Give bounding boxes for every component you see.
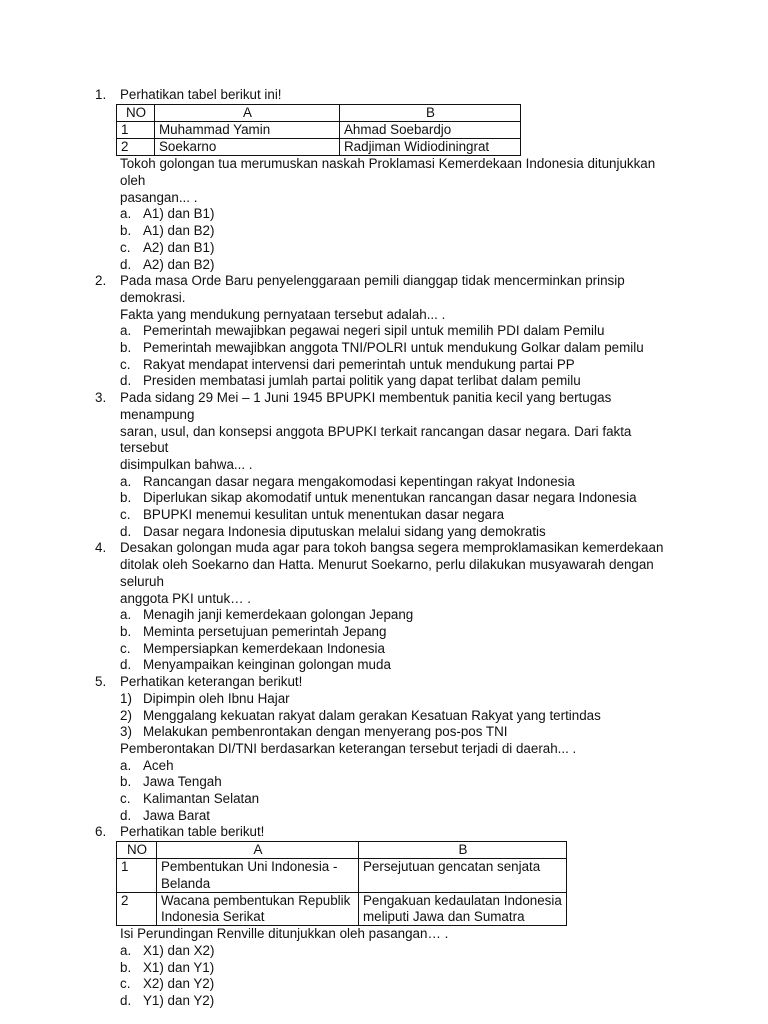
option-text: Aceh [143, 757, 174, 773]
option-letter: a. [120, 607, 132, 623]
option-text: Y1) dan Y2) [143, 992, 215, 1008]
question-6 [0, 824, 668, 1009]
table-cell: Pembentukan Uni Indonesia - Belanda [157, 859, 359, 892]
statement-number: 1) [120, 690, 132, 706]
statement-number: 3) [120, 724, 132, 740]
statement-item [120, 691, 668, 708]
table-cell: Ahmad Soebardjo [340, 121, 521, 138]
answer-option[interactable] [120, 257, 668, 274]
option-text: Pemerintah mewajibkan anggota TNI/POLRI untuk mendukung Golkar dalam pemilu [143, 340, 644, 356]
answer-option[interactable] [120, 774, 668, 791]
table-header-cell: A [155, 104, 340, 121]
table-cell: 2 [117, 892, 157, 925]
answer-option[interactable] [120, 240, 668, 257]
option-letter: b. [120, 340, 132, 356]
table-header-row [117, 842, 567, 859]
table-cell: Muhammad Yamin [155, 121, 340, 138]
answer-option[interactable] [120, 758, 668, 775]
option-text: Pemerintah mewajibkan pegawai negeri sipil untuk memilih PDI dalam Pemilu [143, 323, 605, 339]
answer-option[interactable] [120, 641, 668, 658]
option-text: A1) dan B2) [143, 223, 215, 239]
table-cell: Wacana pembentukan Republik Indonesia Serikat [157, 892, 359, 925]
answer-option[interactable] [120, 960, 668, 977]
table-header-cell: NO [117, 842, 157, 859]
option-letter: b. [120, 774, 132, 790]
table-header-cell: NO [117, 104, 155, 121]
option-letter: a. [120, 323, 132, 339]
option-letter: d. [120, 657, 132, 673]
option-letter: c. [120, 791, 131, 807]
question-text: Perhatikan keterangan berikut! [120, 674, 303, 690]
question-2 [0, 273, 668, 390]
option-text: BPUPKI menemui kesulitan untuk menentukan dasar negara [143, 507, 505, 523]
table-cell: Pengakuan kedaulatan Indonesia meliputi Jawa dan Sumatra [359, 892, 567, 925]
option-text: Presiden membatasi jumlah partai politik yang dapat terlibat dalam pemilu [143, 373, 581, 389]
question-text: Desakan golongan muda agar para tokoh bangsa segera memproklamasikan kemerdekaan [120, 540, 664, 556]
option-letter: b. [120, 624, 132, 639]
option-text: Rakyat mendapat intervensi dari pemerintah untuk mendukung partai PP [143, 356, 575, 372]
table-row [117, 121, 521, 138]
answer-option[interactable] [120, 524, 668, 541]
answer-option[interactable] [120, 323, 668, 340]
answer-option[interactable] [120, 624, 668, 641]
question-text: Perhatikan table berikut! [120, 824, 265, 840]
answer-option[interactable] [120, 791, 668, 808]
question-number: 4. [95, 540, 107, 556]
exam-question-list [0, 87, 768, 1010]
question-text: Perhatikan tabel berikut ini! [120, 87, 282, 102]
question-text: Pemberontakan DI/TNI berdasarkan keterangan tersebut terjadi di daerah... . [120, 740, 577, 756]
question-text: saran, usul, dan konsepsi anggota BPUPKI terkait rancangan dasar negara. Dari fakta tersebut [120, 423, 632, 456]
answer-option[interactable] [120, 340, 668, 357]
statement-text: Menggalang kekuatan rakyat dalam gerakan Kesatuan Rakyat yang tertindas [143, 707, 601, 723]
question-text: disimpulkan bahwa... . [120, 456, 253, 472]
question-number: 2. [95, 273, 107, 289]
table-cell: 2 [117, 139, 155, 156]
option-letter: d. [120, 807, 132, 823]
option-text: Menagih janji kemerdekaan golongan Jepang [143, 607, 414, 623]
option-text: Mempersiapkan kemerdekaan Indonesia [143, 640, 385, 656]
table-header-cell: B [340, 104, 521, 121]
table-header-row [117, 104, 521, 121]
answer-option[interactable] [120, 373, 668, 390]
table-header-cell: B [359, 842, 567, 859]
question-4 [0, 540, 668, 674]
option-text: Diperlukan sikap akomodatif untuk menentukan rancangan dasar negara Indonesia [143, 490, 637, 506]
answer-option[interactable] [120, 607, 668, 624]
question-text: ditolak oleh Soekarno dan Hatta. Menurut Soekarno, perlu dilakukan musyawarah dengan seluruh [120, 557, 654, 589]
option-letter: d. [120, 373, 132, 389]
option-text: A1) dan B1) [143, 206, 215, 222]
statement-text: Dipimpin oleh Ibnu Hajar [143, 690, 290, 706]
answer-option[interactable] [120, 808, 668, 825]
statement-number: 2) [120, 707, 132, 723]
option-text: Jawa Barat [143, 807, 210, 823]
option-text: Jawa Tengah [143, 774, 222, 790]
statement-item [120, 724, 668, 741]
question-number: 6. [95, 824, 107, 840]
option-letter: b. [120, 959, 132, 975]
answer-option[interactable] [120, 474, 668, 491]
question-text: Fakta yang mendukung pernyataan tersebut adalah... . [120, 306, 446, 322]
option-letter: a. [120, 757, 132, 773]
option-letter: d. [120, 523, 132, 539]
option-text: A2) dan B2) [143, 256, 215, 272]
table-header-cell: A [157, 842, 359, 859]
table-cell: Radjiman Widiodiningrat [340, 139, 521, 156]
table-cell: Persejutuan gencatan senjata [359, 859, 567, 892]
option-letter: b. [120, 490, 132, 506]
question-number: 3. [95, 390, 107, 406]
question-text: Pada masa Orde Baru penyelenggaraan pemili dianggap tidak mencerminkan prinsip demokrasi. [120, 273, 625, 305]
question-text: Pada sidang 29 Mei – 1 Juni 1945 BPUPKI membentuk panitia kecil yang bertugas menampung [120, 390, 612, 422]
question-text: Tokoh golongan tua merumuskan naskah Proklamasi Kemerdekaan Indonesia ditunjukkan oleh [120, 156, 656, 189]
answer-option[interactable] [120, 993, 668, 1010]
answer-option[interactable] [120, 223, 668, 240]
table-row [117, 139, 521, 156]
question-3 [0, 390, 668, 540]
option-letter: c. [120, 640, 131, 656]
table-cell: Soekarno [155, 139, 340, 156]
answer-option[interactable] [120, 507, 668, 524]
question-5 [0, 674, 668, 824]
statement-text: Melakukan pembenrontakan dengan menyerang pos-pos TNI [143, 724, 508, 740]
question-text: Isi Perundingan Renville ditunjukkan oleh pasangan… . [120, 926, 449, 942]
option-letter: d. [120, 992, 132, 1008]
answer-option[interactable] [120, 657, 668, 674]
option-text: A2) dan B1) [143, 239, 215, 255]
table-cell: 1 [117, 859, 157, 892]
option-letter: b. [120, 223, 132, 239]
option-text: Rancangan dasar negara mengakomodasi kepentingan rakyat Indonesia [143, 473, 575, 489]
option-text: X1) dan X2) [143, 942, 215, 958]
option-letter: a. [120, 473, 132, 489]
option-text: Menyampaikan keinginan golongan muda [143, 657, 391, 673]
option-letter: a. [120, 206, 132, 222]
option-text: X2) dan Y2) [143, 976, 215, 992]
answer-option[interactable] [120, 943, 668, 960]
table-cell: 1 [117, 121, 155, 138]
answer-table [116, 104, 521, 157]
question-number: 5. [95, 674, 107, 690]
option-letter: d. [120, 256, 132, 272]
option-letter: c. [120, 507, 131, 523]
option-text: Dasar negara Indonesia diputuskan melalui sidang yang demokratis [143, 523, 546, 539]
question-number: 1. [95, 87, 107, 102]
option-letter: c. [120, 239, 131, 255]
table-row [117, 859, 567, 892]
option-text: X1) dan Y1) [143, 959, 215, 975]
option-letter: a. [120, 942, 132, 958]
statement-item [120, 708, 668, 725]
question-text: anggota PKI untuk… . [120, 590, 252, 606]
option-text: Meminta persetujuan pemerintah Jepang [143, 624, 387, 639]
answer-option[interactable] [120, 976, 668, 993]
option-text: Kalimantan Selatan [143, 791, 260, 807]
table-row [117, 892, 567, 925]
question-text: pasangan... . [120, 189, 198, 205]
answer-table [116, 841, 567, 926]
option-letter: c. [120, 976, 131, 992]
option-letter: c. [120, 356, 131, 372]
answer-option[interactable] [120, 357, 668, 374]
answer-option[interactable] [120, 490, 668, 507]
question-1 [0, 87, 668, 273]
answer-option[interactable] [120, 206, 668, 223]
